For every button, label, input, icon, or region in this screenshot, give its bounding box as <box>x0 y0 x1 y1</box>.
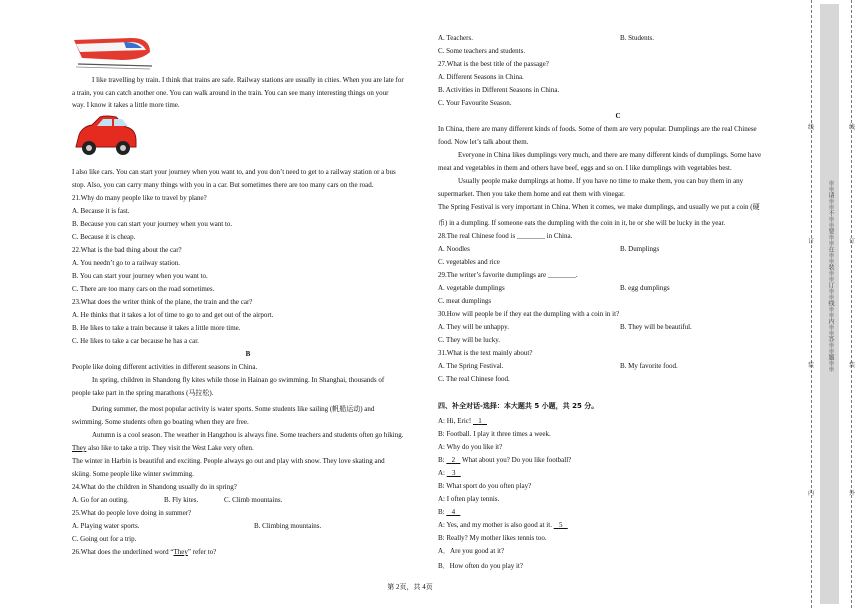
passage-c-p4-line1: The Spring Festival is very important in China. When it comes, we make dumplings, and usually we put a coin (硬 <box>438 203 760 211</box>
q30-option-b: B. They will be beautiful. <box>620 323 692 331</box>
passage-c-p3-line1: Usually people make dumplings at home. If you have no time to make them, you can buy them in any <box>458 177 744 185</box>
q23-option-b: B. He likes to take a train because it takes a little more time. <box>72 324 241 332</box>
inner-char-ding: 订 <box>849 239 856 245</box>
question-29: 29.The writer’s favorite dumplings are ________. <box>438 271 578 279</box>
question-28: 28.The real Chinese food is ________ in China. <box>438 232 573 240</box>
outer-cut-line <box>811 0 812 608</box>
outer-char-zhuang: 装 <box>808 363 815 369</box>
dialogue-line-1 <box>438 417 487 426</box>
dialogue-4-speaker: B: <box>438 456 445 464</box>
q28-option-b: B. Dumplings <box>620 245 660 253</box>
question-25: 25.What do people love doing in summer? <box>72 509 192 517</box>
blank-5-number: 5 <box>558 521 563 529</box>
blank-1-number: 1 <box>478 417 482 425</box>
q23-option-a: A. He thinks that it takes a lot of time to go to and get out of the airport. <box>72 311 274 319</box>
outer-char-ding: 订 <box>808 239 815 245</box>
passage-b-p3-line1: During summer, the most popular activity is water sports. Some students like sailing (帆船运动) and <box>92 405 375 413</box>
dialogue-1-text: A: Hi, Eric! <box>438 417 472 425</box>
passage-b-p4-line2 <box>72 444 254 453</box>
section-b-heading: B <box>245 350 251 358</box>
outer-char-nei: 内 <box>808 491 815 497</box>
train-illustration <box>72 30 152 70</box>
q29-option-b: B. egg dumplings <box>620 284 670 292</box>
q27-option-b: B. Activities in Different Seasons in China. <box>438 86 560 94</box>
q26-suffix: ” refer to? <box>187 548 217 556</box>
dialogue-line-5 <box>438 469 461 478</box>
passage-c-p3-line2: supermarket. Then you take them home and eat them with vinegar. <box>438 190 625 198</box>
passage-c-p4-line2: 币) in a dumpling. If someone eats the dumpling with the coin in it, he or she will be lucky in the year. <box>438 219 726 227</box>
passage-b-p2-line2: people take part in the spring marathons (马拉松). <box>72 389 214 397</box>
q21-option-b: B. Because you can start your journey when you want to. <box>72 220 233 228</box>
q29-option-c: C. meat dumplings <box>438 297 492 305</box>
blank-2 <box>446 456 460 464</box>
inner-cut-line <box>851 0 852 608</box>
q26-option-a: A. Teachers. <box>438 34 473 42</box>
q27-option-c: C. Your Favourite Season. <box>438 99 512 107</box>
dialogue-4-text: What about you? Do you like football? <box>460 456 572 464</box>
blank-4 <box>446 508 460 516</box>
q31-option-a: A. The Spring Festival. <box>438 362 504 370</box>
q22-option-c: C. There are too many cars on the road sometimes. <box>72 285 215 293</box>
question-26 <box>72 548 216 557</box>
dialogue-line-8 <box>438 508 460 517</box>
dialogue-line-6: B: What sport do you often play? <box>438 482 532 490</box>
question-23: 23.What does the writer think of the plane, the train and the car? <box>72 298 253 306</box>
passage-a-p1-line1: I like travelling by train. I think that trains are safe. Railway stations are usually in cities. When you are late for <box>92 76 404 84</box>
passage-a-p2-line1: I also like cars. You can start your journey when you want to, and you don’t need to get to a railway station or a bus <box>72 168 396 176</box>
dialogue-line-3: A: Why do you like it? <box>438 443 503 451</box>
q24-option-a: A. Go for an outing. <box>72 496 129 504</box>
question-27: 27.What is the best title of the passage? <box>438 60 549 68</box>
blank-3 <box>447 469 461 477</box>
inner-char-zhuang: 装 <box>849 363 856 369</box>
q26-prefix: 26.What does the underlined word “ <box>72 548 174 556</box>
passage-b-p5-line1: The winter in Harbin is beautiful and exciting. People always go out and play with snow. They love skating and <box>72 457 385 465</box>
question-24: 24.What do the children in Shandong usually do in spring? <box>72 483 237 491</box>
question-22: 22.What is the bad thing about the car? <box>72 246 182 254</box>
passage-b-p1: People like doing different activities in different seasons in China. <box>72 363 258 371</box>
passage-b-p5-line2: skiing. Some people like winter swimming. <box>72 470 194 478</box>
q21-option-c: C. Because it is cheap. <box>72 233 136 241</box>
underlined-word-they: They <box>72 444 87 452</box>
q22-option-b: B. You can start your journey when you want to. <box>72 272 208 280</box>
section-c-heading: C <box>615 112 621 120</box>
q23-option-c: C. He likes to take a car because he has a car. <box>72 337 199 345</box>
passage-c-p1-line2: food. Now let’s talk about them. <box>438 138 529 146</box>
q27-option-a: A. Different Seasons in China. <box>438 73 524 81</box>
passage-b-p4-rest: also like to take a trip. They visit the West Lake very often. <box>86 444 254 452</box>
blank-1 <box>473 417 487 425</box>
blank-2-number: 2 <box>451 456 456 464</box>
q28-option-a: A. Noodles <box>438 245 470 253</box>
passage-a-p1-line2: a train, you can catch another one. You can walk around in the train. You can see many interesting things on your <box>72 89 389 97</box>
dialogue-line-4 <box>438 456 571 465</box>
question-31: 31.What is the text mainly about? <box>438 349 533 357</box>
passage-c-p2-line2: meat and vegetables in them and others have beef, eggs and so on. I like dumplings with vegetables best. <box>438 164 732 172</box>
dialogue-8-speaker: B: <box>438 508 445 516</box>
passage-c-p1-line1: In China, there are many different kinds of foods. Some of them are very popular. Dumplings are the real Chinese <box>438 125 757 133</box>
blank-5 <box>554 521 568 529</box>
page-footer: 第 2页，共 4页 <box>387 583 433 591</box>
dialogue-line-10: B: Really? My mother likes tennis too. <box>438 534 547 542</box>
section-4-heading: 四、补全对话-选择：本大题共 5 小题，共 25 分。 <box>438 402 599 410</box>
dialogue-option-b: B．How often do you play it? <box>438 562 523 570</box>
dialogue-line-2: B: Football. I play it three times a week. <box>438 430 551 438</box>
dialogue-line-9 <box>438 521 568 530</box>
blank-4-number: 4 <box>451 508 456 516</box>
q25-option-a: A. Playing water sports. <box>72 522 140 530</box>
q30-option-a: A. They will be unhappy. <box>438 323 509 331</box>
q24-option-c: C. Climb mountains. <box>224 496 283 504</box>
q30-option-c: C. They will be lucky. <box>438 336 501 344</box>
q31-option-b: B. My favorite food. <box>620 362 678 370</box>
outer-char-xian: 线 <box>808 125 815 131</box>
q24-option-b: B. Fly kites. <box>164 496 199 504</box>
passage-a-p1-line3: way. I know it takes a little more time. <box>72 101 180 109</box>
blank-3-number: 3 <box>452 469 456 477</box>
q25-option-b: B. Climbing mountains. <box>254 522 322 530</box>
dialogue-5-speaker: A: <box>438 469 445 477</box>
q28-option-c: C. vegetables and rice <box>438 258 500 266</box>
question-21: 21.Why do many people like to travel by plane? <box>72 194 207 202</box>
q31-option-c: C. The real Chinese food. <box>438 375 510 383</box>
car-illustration <box>72 113 140 161</box>
inner-char-xian: 线 <box>849 125 856 131</box>
q25-option-c: C. Going out for a trip. <box>72 535 137 543</box>
q29-option-a: A. vegetable dumplings <box>438 284 505 292</box>
passage-b-p3-line2: swimming. Some students often go boating when they are free. <box>72 418 249 426</box>
dialogue-line-7: A: I often play tennis. <box>438 495 500 503</box>
binding-notice: ※※请※※不※※要※※在※※装※※订※※线※※内※※答※※题※※ <box>827 180 833 372</box>
passage-b-p4-line1: Autumn is a cool season. The weather in Hangzhou is always fine. Some teachers and students often go hiking. <box>92 431 404 439</box>
q26-option-c: C. Some teachers and students. <box>438 47 526 55</box>
inner-char-wai: 外 <box>849 491 856 497</box>
passage-b-p2-line1: In spring, children in Shandong fly kites while those in Hainan go swimming. In Shanghai, thousands of <box>92 376 385 384</box>
passage-c-p2-line1: Everyone in China likes dumplings very much, and there are many different kinds of dumplings. Some have <box>458 151 762 159</box>
question-30: 30.How will people be if they eat the dumpling with a coin in it? <box>438 310 620 318</box>
passage-a-p2-line2: stop. Also, you can carry many things with you in a car. But sometimes there are too many cars on the road. <box>72 181 374 189</box>
q26-underlined-word: They <box>173 548 188 556</box>
dialogue-option-a: A．Are you good at it? <box>438 547 505 555</box>
q21-option-a: A. Because it is fast. <box>72 207 130 215</box>
q26-option-b: B. Students. <box>620 34 655 42</box>
q22-option-a: A. You needn’t go to a railway station. <box>72 259 180 267</box>
dialogue-9-text: A: Yes, and my mother is also good at it. <box>438 521 552 529</box>
